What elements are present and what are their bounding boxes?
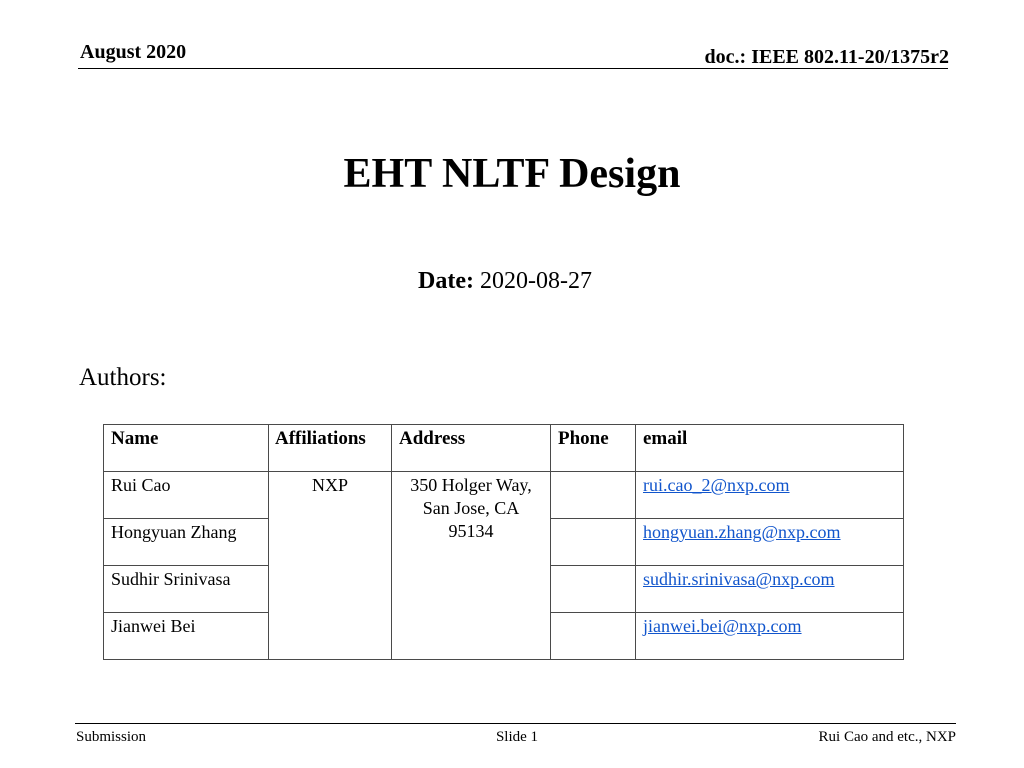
slide-title: EHT NLTF Design	[343, 151, 681, 197]
header-divider	[78, 68, 948, 69]
author-phone	[551, 519, 636, 566]
author-email-cell	[636, 519, 904, 566]
footer-authors: Rui Cao and etc., NXP	[818, 729, 956, 745]
author-name: Jianwei Bei	[104, 613, 269, 660]
author-phone	[551, 613, 636, 660]
author-name: Hongyuan Zhang	[104, 519, 269, 566]
author-phone	[551, 566, 636, 613]
author-email-link[interactable]: hongyuan.zhang@nxp.com	[643, 522, 841, 542]
author-email-cell	[636, 472, 904, 519]
column-header-affiliations: Affiliations	[269, 425, 392, 472]
address-cell: 350 Holger Way, San Jose, CA 95134	[392, 472, 551, 660]
header-doc-id: doc.: IEEE 802.11-20/1375r2	[704, 46, 949, 68]
footer-divider	[75, 723, 956, 724]
authors-label: Authors:	[79, 364, 167, 391]
table-header-row	[104, 425, 904, 472]
author-email-link[interactable]: jianwei.bei@nxp.com	[643, 616, 802, 636]
authors-table	[103, 424, 904, 660]
author-email-link[interactable]: sudhir.srinivasa@nxp.com	[643, 569, 835, 589]
header-date: August 2020	[80, 41, 187, 63]
author-name: Rui Cao	[104, 472, 269, 519]
affiliation-cell: NXP	[269, 472, 392, 660]
author-name: Sudhir Srinivasa	[104, 566, 269, 613]
author-email-link[interactable]: rui.cao_2@nxp.com	[643, 475, 790, 495]
date-label: Date:	[418, 268, 474, 294]
author-email-cell	[636, 566, 904, 613]
author-email-cell	[636, 613, 904, 660]
column-header-email: email	[636, 425, 904, 472]
author-phone	[551, 472, 636, 519]
column-header-phone: Phone	[551, 425, 636, 472]
date-value: 2020-08-27	[479, 268, 592, 294]
column-header-address: Address	[392, 425, 551, 472]
footer-slide-number: Slide 1	[495, 729, 539, 745]
date-line	[0, 268, 1010, 295]
column-header-name: Name	[104, 425, 269, 472]
table-row	[104, 472, 904, 519]
footer-submission: Submission	[76, 729, 147, 745]
